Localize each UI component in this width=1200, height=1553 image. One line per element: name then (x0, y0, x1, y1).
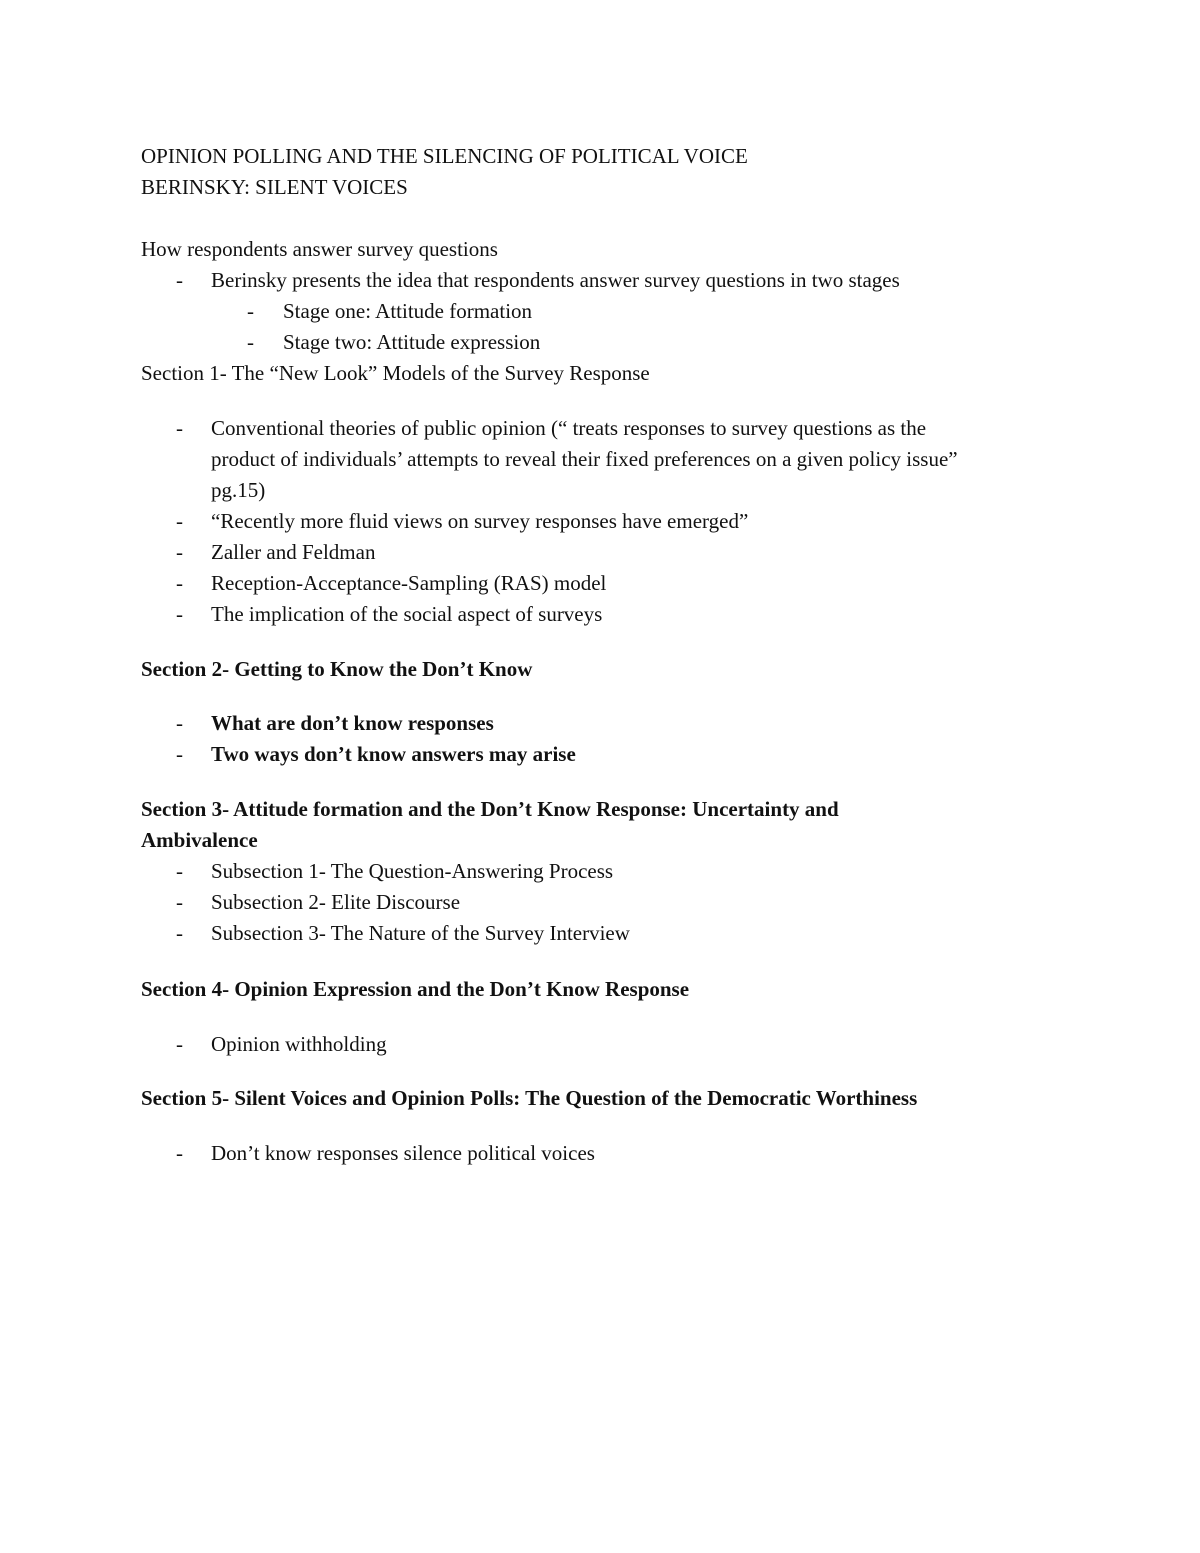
section-4-heading: Section 4- Opinion Expression and the Don’t Know Response (141, 977, 690, 1001)
bullet-dash: - (176, 509, 183, 533)
bullet-dash: - (176, 602, 183, 626)
section-1-heading: Section 1- The “New Look” Models of the Survey Response (141, 361, 650, 385)
section-1-bullet-line: pg.15) (211, 478, 266, 502)
document-title: OPINION POLLING AND THE SILENCING OF POLITICAL VOICE (141, 144, 748, 168)
section-4-bullet: Opinion withholding (211, 1032, 387, 1056)
bullet-dash: - (176, 1141, 183, 1165)
section-1-bullet-line: Zaller and Feldman (211, 540, 376, 564)
section-2-bullet: What are don’t know responses (211, 711, 494, 735)
bullet-dash: - (176, 890, 183, 914)
section-3-bullet: Subsection 3- The Nature of the Survey Interview (211, 921, 630, 945)
bullet-dash: - (176, 921, 183, 945)
section-1-bullet-line: The implication of the social aspect of surveys (211, 602, 603, 626)
bullet-dash: - (176, 571, 183, 595)
section-3-bullet: Subsection 2- Elite Discourse (211, 890, 461, 914)
bullet-dash: - (176, 1032, 183, 1056)
section-2-bullet: Two ways don’t know answers may arise (211, 742, 576, 766)
section-5-heading: Section 5- Silent Voices and Opinion Polls: The Question of the Democratic Worthiness (141, 1086, 918, 1110)
intro-subbullet: Stage two: Attitude expression (283, 330, 541, 354)
bullet-dash: - (176, 540, 183, 564)
section-5-bullet: Don’t know responses silence political voices (211, 1141, 595, 1165)
section-1-bullet-line: Conventional theories of public opinion (“ treats responses to survey questions as the (211, 416, 927, 440)
bullet-dash: - (176, 416, 183, 440)
bullet-dash: - (247, 299, 254, 323)
section-3-bullet: Subsection 1- The Question-Answering Process (211, 859, 614, 883)
bullet-dash: - (176, 859, 183, 883)
section-3-heading: Section 3- Attitude formation and the Don’t Know Response: Uncertainty and (141, 797, 839, 821)
bullet-dash: - (176, 268, 183, 292)
document-subtitle: BERINSKY: SILENT VOICES (141, 175, 408, 199)
bullet-dash: - (247, 330, 254, 354)
bullet-dash: - (176, 742, 183, 766)
section-1-bullet-line: Reception-Acceptance-Sampling (RAS) model (211, 571, 607, 595)
section-3-heading-continued: Ambivalence (141, 828, 258, 852)
section-1-bullet-line: “Recently more fluid views on survey responses have emerged” (211, 509, 749, 533)
intro-heading: How respondents answer survey questions (141, 237, 498, 261)
intro-bullet: Berinsky presents the idea that respondents answer survey questions in two stages (211, 268, 900, 292)
intro-subbullet: Stage one: Attitude formation (283, 299, 533, 323)
bullet-dash: - (176, 711, 183, 735)
section-2-heading: Section 2- Getting to Know the Don’t Know (141, 657, 533, 681)
section-1-bullet-line: product of individuals’ attempts to reveal their fixed preferences on a given policy issue” (211, 447, 958, 471)
